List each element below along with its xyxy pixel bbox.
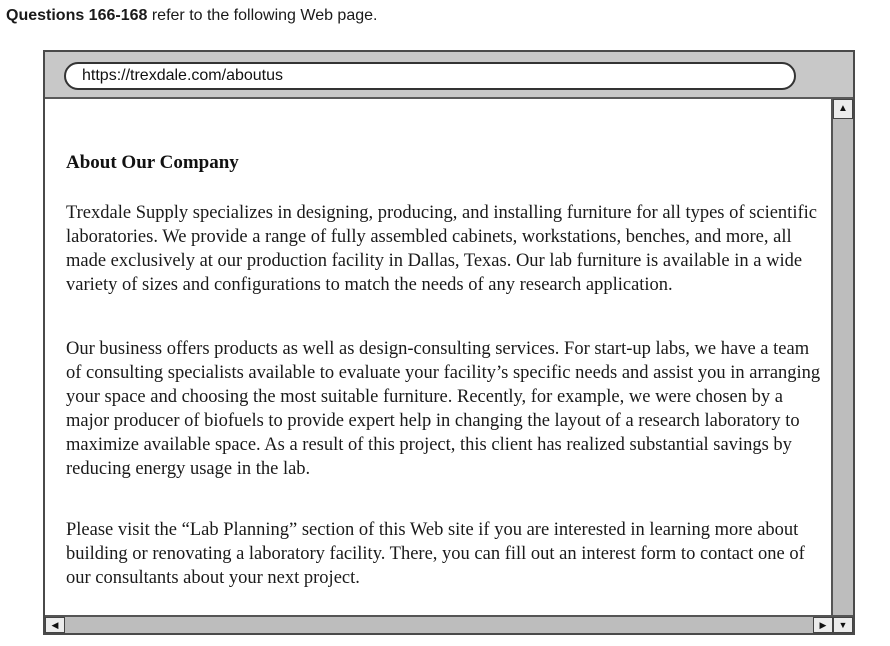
vertical-scrollbar[interactable] bbox=[833, 99, 853, 615]
url-text: https://trexdale.com/aboutus bbox=[82, 67, 283, 84]
question-instruction bbox=[6, 7, 377, 25]
question-range: Questions 166-168 bbox=[6, 7, 148, 24]
paragraph-lab-planning: Please visit the “Lab Planning” section of this Web site if you are interested in learning more about building or renovating a laboratory facility. There, you can fill out an interest form to contact one of our consultants about your next project. bbox=[66, 520, 805, 588]
scroll-right-arrow-icon[interactable]: ▶ bbox=[813, 617, 833, 633]
browser-window bbox=[43, 50, 855, 635]
question-instruction-text: refer to the following Web page. bbox=[147, 7, 378, 24]
paragraph-services: Our business offers products as well as design-consulting services. For start-up labs, we have a team of consulting specialists available to evaluate your facility’s specific needs and assist you in arranging your space and choosing the most suitable furniture. Recently, for example, we were chosen by a major producer of biofuels to provide expert help in changing the layout of a research laboratory to maximize available space. As a result of this project, this client has realized substantial savings by reducing energy usage in the lab. bbox=[66, 339, 821, 479]
page-content bbox=[45, 99, 833, 615]
address-bar bbox=[45, 52, 853, 99]
scroll-left-arrow-icon[interactable]: ◀ bbox=[45, 617, 65, 633]
page-heading: About Our Company bbox=[66, 152, 239, 173]
scroll-up-arrow-icon[interactable]: ▲ bbox=[833, 99, 853, 119]
horizontal-scrollbar[interactable] bbox=[45, 615, 853, 633]
url-input[interactable] bbox=[64, 62, 796, 90]
scroll-down-arrow-icon[interactable]: ▼ bbox=[833, 617, 853, 633]
paragraph-intro: Trexdale Supply specializes in designing, producing, and installing furniture for all types of scientific laboratories. We provide a range of fully assembled cabinets, workstations, benches, and more, all made exclusively at our production facility in Dallas, Texas. Our lab furniture is available in a wide variety of sizes and configurations to match the needs of any research application. bbox=[66, 203, 817, 295]
